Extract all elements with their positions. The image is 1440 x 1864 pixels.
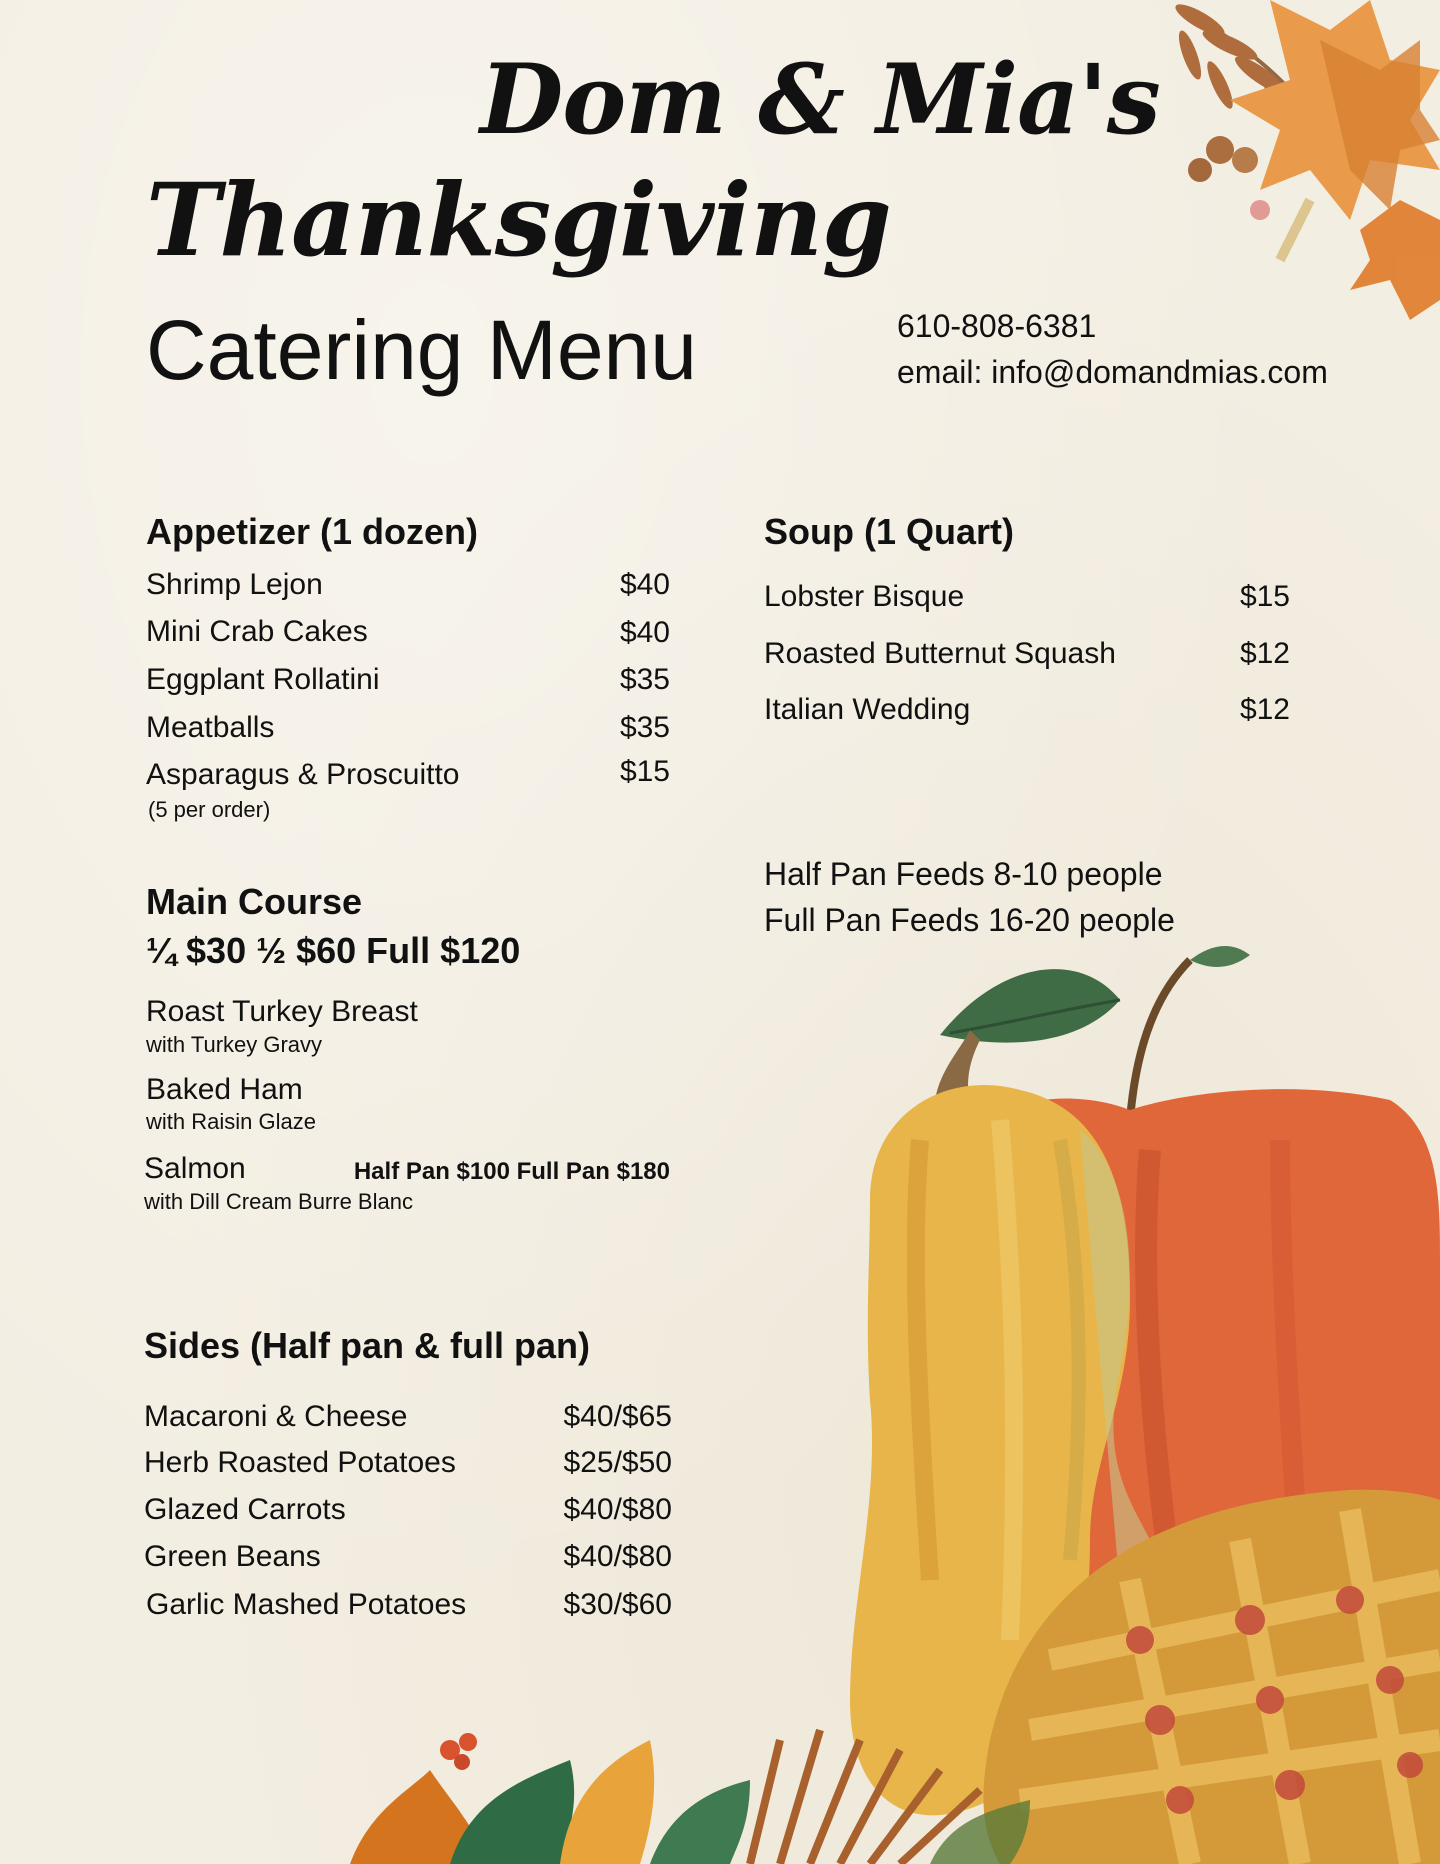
menu-item-name: Meatballs: [146, 711, 275, 744]
menu-item-price: $30/$60: [563, 1588, 672, 1621]
menu-item-name: Salmon: [144, 1152, 246, 1185]
menu-item-name: Baked Ham: [146, 1073, 303, 1106]
autumn-leaves-bottom-illustration: [330, 1700, 1050, 1864]
menu-item-name: Roast Turkey Breast: [146, 995, 418, 1028]
menu-item-detail: with Turkey Gravy: [146, 1032, 323, 1057]
menu-item-price: $15: [1239, 580, 1290, 613]
page-title: Catering Menu: [146, 303, 697, 397]
menu-item-price: $35: [619, 711, 670, 744]
menu-item-price: $40: [619, 616, 670, 649]
menu-item-name: Lobster Bisque: [764, 580, 965, 613]
menu-item-name: Shrimp Lejon: [146, 568, 323, 601]
menu-item-note: (5 per order): [148, 797, 271, 822]
menu-item-price: $40: [619, 568, 670, 601]
menu-item-price: $12: [1239, 693, 1290, 726]
menu-item-name: Herb Roasted Potatoes: [144, 1446, 456, 1479]
sides-heading: Sides (Half pan & full pan): [144, 1325, 591, 1366]
main-course-heading: Main Course: [146, 881, 363, 922]
menu-item-name: Roasted Butternut Squash: [764, 637, 1116, 670]
event-title: Thanksgiving: [146, 161, 891, 279]
menu-item-name: Italian Wedding: [764, 693, 971, 726]
email-address: email: info@domandmias.com: [897, 354, 1328, 390]
autumn-leaves-top-right-illustration: [1120, 0, 1440, 340]
menu-item-name: Garlic Mashed Potatoes: [146, 1588, 467, 1621]
menu-item-name: Asparagus & Proscuitto: [146, 758, 460, 791]
brand-name: Dom & Mia's: [480, 43, 1160, 156]
half-pan-info: Half Pan Feeds 8-10 people: [764, 856, 1163, 892]
appetizer-heading: Appetizer (1 dozen): [146, 511, 479, 552]
phone-number: 610-808-6381: [897, 308, 1097, 344]
menu-item-name: Eggplant Rollatini: [146, 663, 380, 696]
soup-heading: Soup (1 Quart): [764, 511, 1014, 552]
menu-item-price: $12: [1239, 637, 1290, 670]
menu-item-detail: with Dill Cream Burre Blanc: [144, 1189, 413, 1214]
salmon-price: Half Pan $100 Full Pan $180: [353, 1158, 670, 1185]
menu-item-price: $25/$50: [563, 1446, 672, 1479]
menu-item-name: Glazed Carrots: [144, 1493, 346, 1526]
main-course-pricing: ¼ $30 ½ $60 Full $120: [146, 930, 521, 971]
menu-item-price: $35: [619, 663, 670, 696]
menu-item-detail: with Raisin Glaze: [146, 1109, 316, 1134]
menu-item-name: Mini Crab Cakes: [146, 615, 368, 648]
menu-item-price: $15: [619, 755, 670, 788]
menu-item-name: Macaroni & Cheese: [144, 1400, 408, 1433]
full-pan-info: Full Pan Feeds 16-20 people: [764, 902, 1175, 938]
menu-item-name: Green Beans: [144, 1540, 321, 1573]
menu-item-price: $40/$65: [563, 1400, 672, 1433]
menu-item-price: $40/$80: [563, 1493, 672, 1526]
menu-item-price: $40/$80: [563, 1540, 672, 1573]
